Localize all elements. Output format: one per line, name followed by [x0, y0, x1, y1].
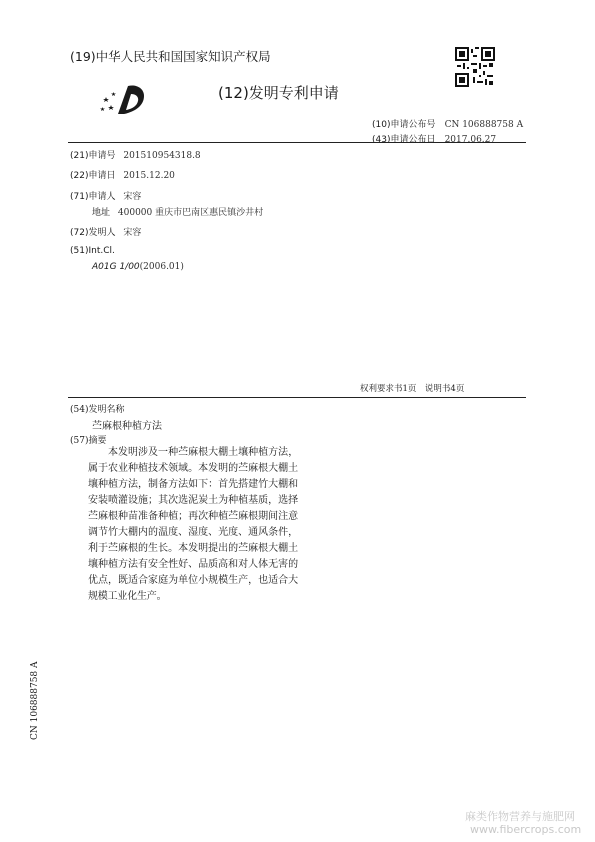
header-divider [68, 142, 526, 143]
filing-date-label: (22)申请日 [70, 171, 116, 181]
applicant [70, 189, 141, 202]
office-name: (19)中华人民共和国国家知识产权局 [70, 49, 271, 64]
invention-title-label: (54)发明名称 [70, 405, 125, 415]
address-label: 地址 [92, 208, 111, 218]
int-cl-label: (51)Int.Cl. [70, 246, 115, 256]
cnipa-logo [98, 80, 156, 120]
applicant-label: (71)申请人 [70, 192, 116, 202]
qr-code [455, 47, 495, 87]
application-number-value: 201510954318.8 [123, 151, 201, 161]
publication-date-value: 2017.06.27 [444, 135, 497, 145]
publication-number-label: (10)申请公布号 [372, 120, 436, 130]
filing-date-value: 2015.12.20 [123, 171, 175, 181]
publication-date [372, 127, 496, 146]
inventor-value: 宋容 [123, 228, 142, 238]
document-type: (12)发明专利申请 [218, 84, 339, 102]
address-value: 400000 重庆市巴南区惠民镇沙井村 [117, 208, 264, 218]
watermark-site-name: 麻类作物营养与施肥网 [465, 810, 575, 823]
int-cl [70, 246, 115, 256]
publication-number-value: CN 106888758 A [444, 120, 524, 130]
publication-date-label: (43)申请公布日 [372, 135, 436, 145]
abstract-label: (57)摘要 [70, 436, 107, 446]
invention-title: 苎麻根种植方法 [92, 421, 162, 432]
inventor-label: (72)发明人 [70, 228, 116, 238]
applicant-value: 宋容 [123, 192, 142, 202]
abstract-divider [68, 397, 526, 398]
side-publication-number: CN 106888758 A [30, 661, 40, 740]
watermark-url: www.fibercrops.com [470, 823, 582, 836]
application-number-label: (21)申请号 [70, 151, 116, 161]
ipc-code: A01G 1/00 [92, 262, 140, 272]
pages-info: 权利要求书1页 说明书4页 [360, 384, 465, 394]
filing-date [70, 168, 175, 181]
application-number [70, 148, 201, 161]
abstract-text: 本发明涉及一种苎麻根大棚土壤种植方法，属于农业种植技术领域。本发明的苎麻根大棚土壤种植方法，制备方法如下：首先搭建竹大棚和安装喷灌设施；其次选泥炭土为种植基质，选择苎麻根种苗准备种植；再次种植苎麻根期间注意调节竹大棚内的温度、湿度、光度、通风条件，利于苎麻根的生长。本发明提出的苎麻根大棚土壤种植方法有安全性好、品质高和对人体无害的优点，既适合家庭为单位小规模生产，也适合大规模工业化生产。 [88, 447, 298, 602]
applicant-address [92, 205, 263, 218]
ipc-classification [92, 262, 184, 272]
ipc-version: (2006.01) [139, 262, 184, 272]
inventor [70, 225, 141, 238]
